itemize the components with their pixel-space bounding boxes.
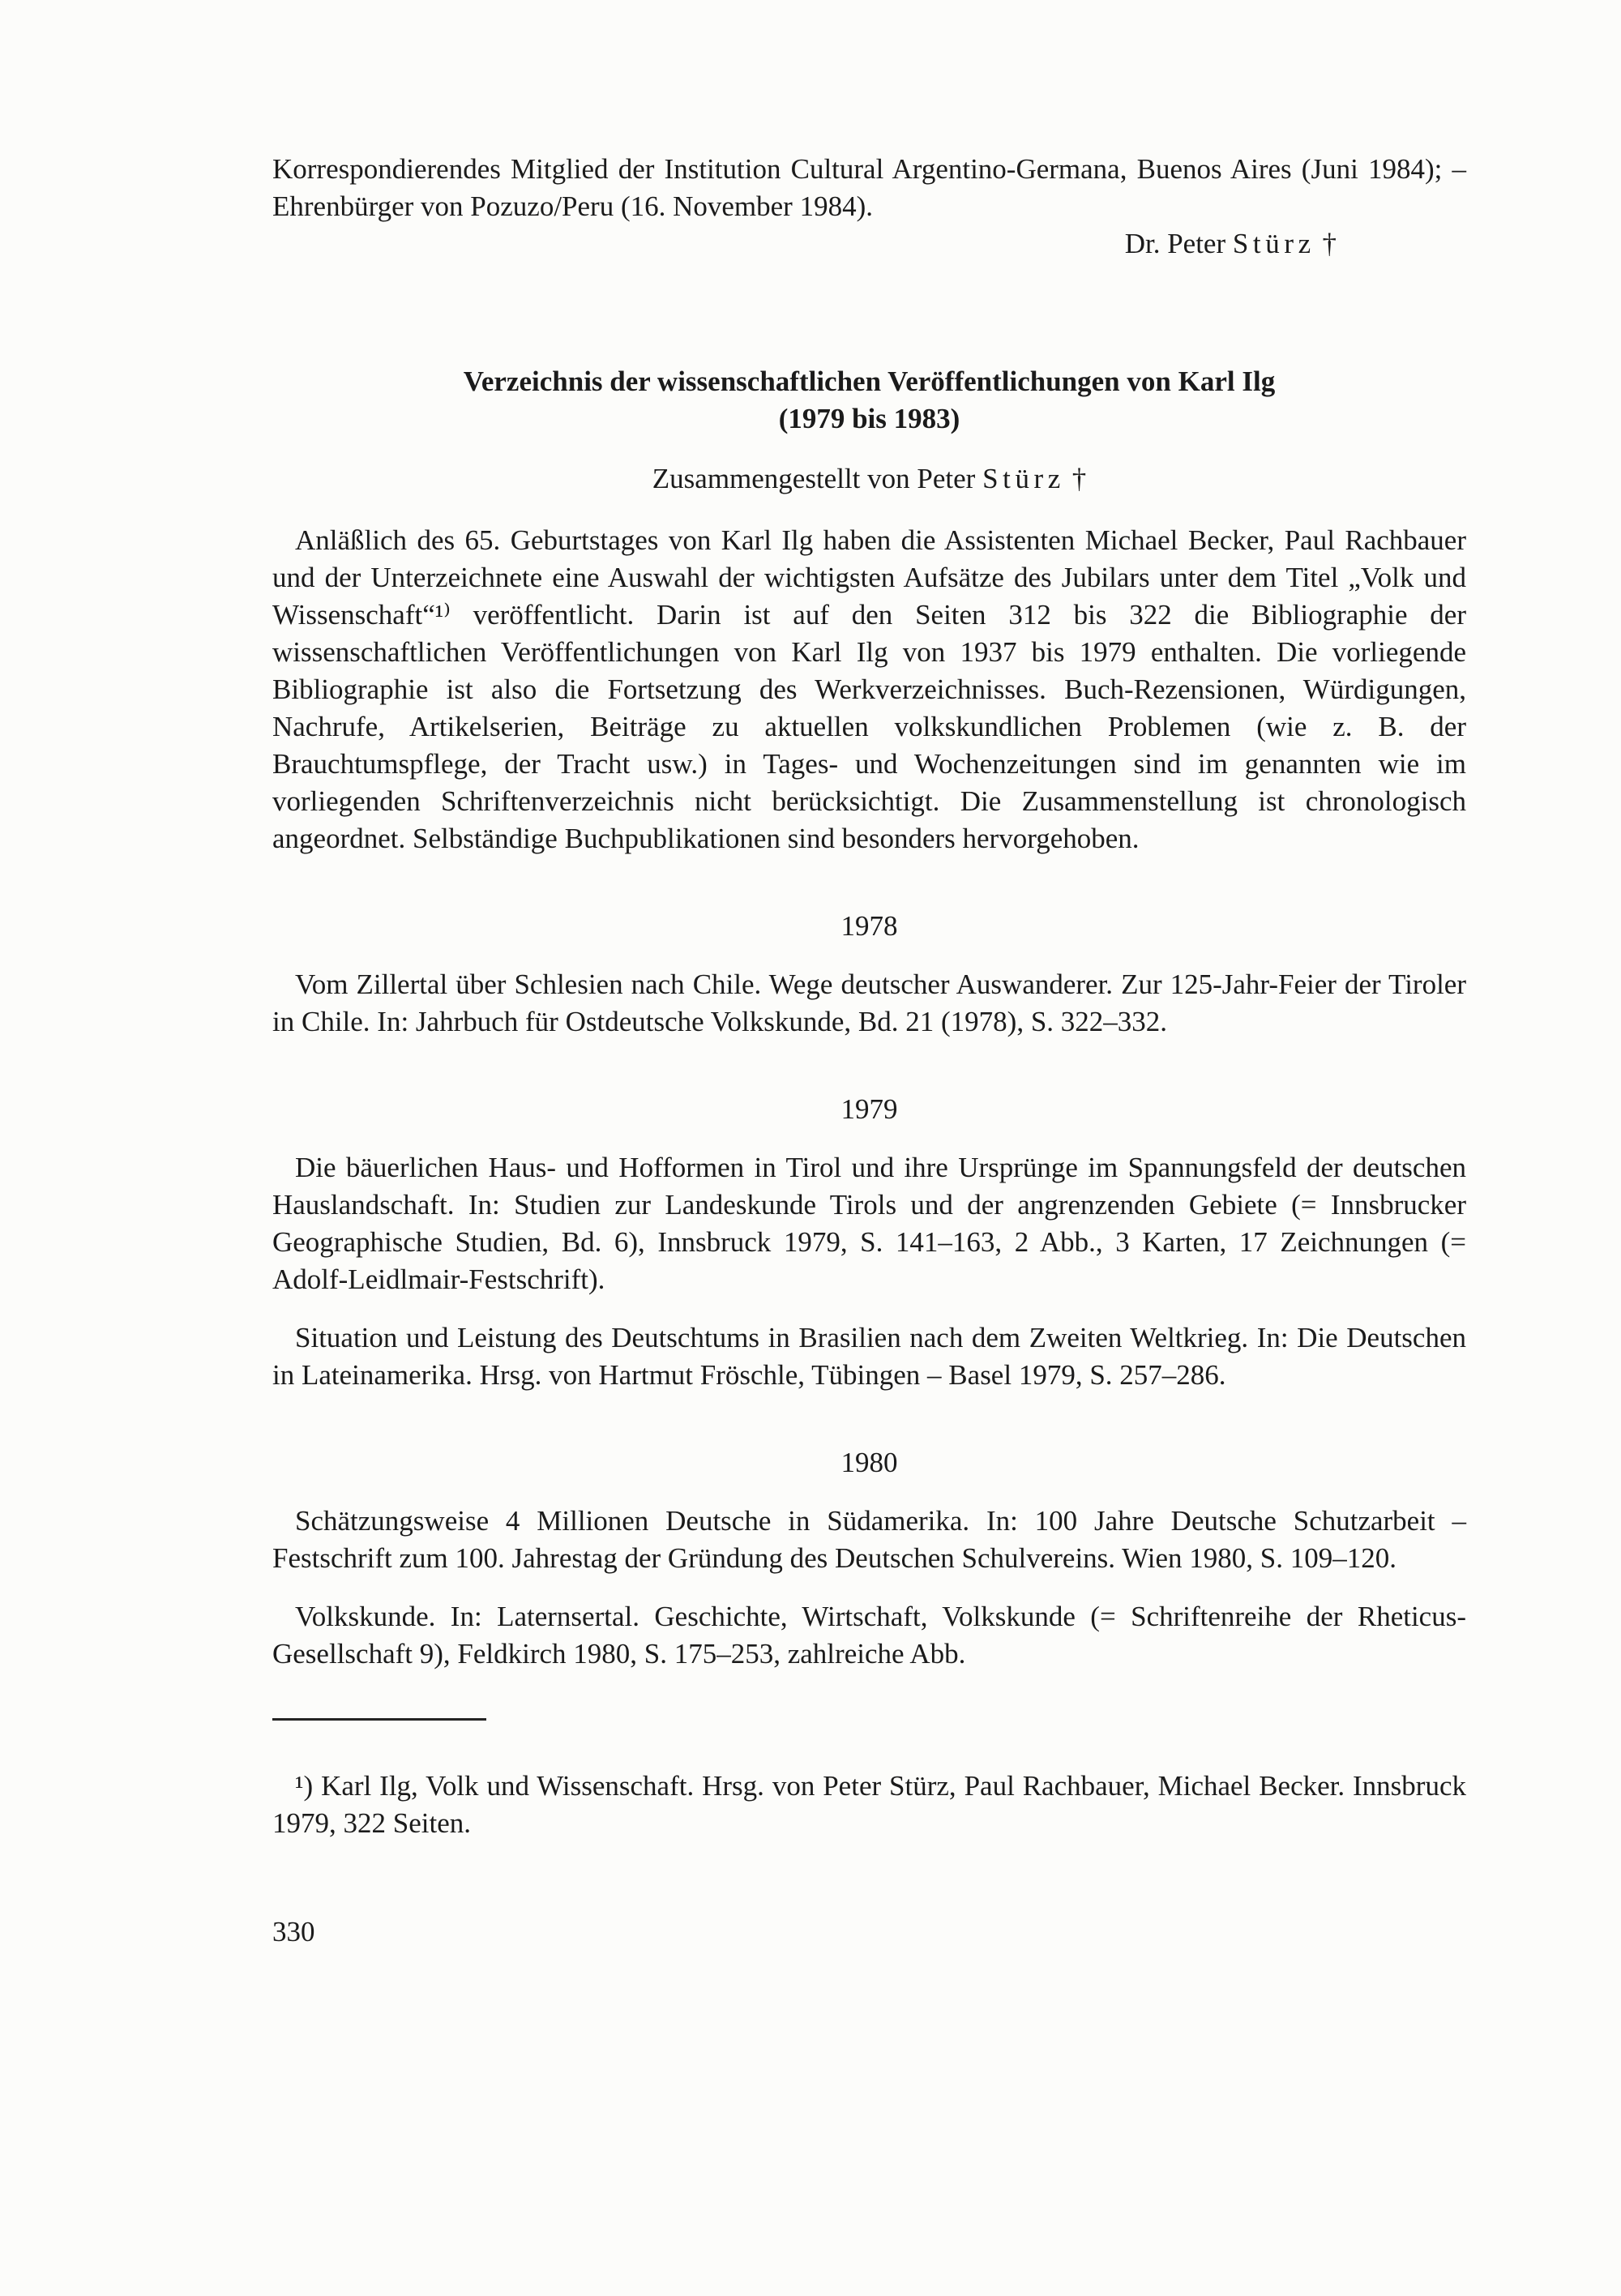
signature-prefix: Dr. Peter: [1124, 228, 1233, 259]
year-heading-1978: 1978: [840, 910, 898, 942]
footnote-marker: ¹): [295, 1770, 314, 1802]
compiled-by-dagger: †: [1064, 463, 1087, 494]
bibliography-entry: Situation und Leistung des Deutschtums in Brasilien nach dem Zweiten Weltkrieg. In: Die Deutschen in Lateinamerika. Hrsg. von Hartmut Fröschle, Tübingen – Basel 1979, S. 257–286.: [272, 1322, 1466, 1391]
footnote-text: Karl Ilg, Volk und Wissenschaft. Hrsg. von Peter Stürz, Paul Rachbauer, Michael Becker. Innsbruck 1979, 322 Seiten.: [272, 1770, 1466, 1839]
bibliography-entry: Schätzungsweise 4 Millionen Deutsche in Südamerika. In: 100 Jahre Deutsche Schutzarbeit – Festschrift zum 100. Jahrestag der Gründung des Deutschen Schulvereins. Wien 1980, S. 109–120.: [272, 1505, 1466, 1574]
text-block: [272, 0, 1466, 1951]
signature-name: Stürz: [1232, 228, 1315, 259]
article-subtitle: (1979 bis 1983): [778, 403, 960, 434]
bibliography-entry: Die bäuerlichen Haus- und Hofformen in Tirol und ihre Ursprünge im Spannungsfeld der deutschen Hauslandschaft. In: Studien zur Landeskunde Tirols und der angrenzenden Gebiete (= Innsbrucker Geographische Studien, Bd. 6), Innsbruck 1979, S. 141–163, 2 Abb., 3 Karten, 17 Zeichnungen (= Adolf-Leidlmair-Festschrift).: [272, 1152, 1466, 1295]
continuation-paragraph: [272, 151, 1466, 225]
compiled-by-name: Stürz: [982, 463, 1065, 494]
year-heading-1979: 1979: [840, 1093, 898, 1125]
signature-dagger: †: [1315, 228, 1337, 259]
bibliography-entry: Volkskunde. In: Laternsertal. Geschichte, Wirtschaft, Volkskunde (= Schriftenreihe der Rheticus-Gesellschaft 9), Feldkirch 1980, S. 175–253, zahlreiche Abb.: [272, 1601, 1466, 1670]
bibliography-entry: Vom Zillertal über Schlesien nach Chile. Wege deutscher Auswanderer. Zur 125-Jahr-Feier der Tiroler in Chile. In: Jahrbuch für Ostdeutsche Volkskunde, Bd. 21 (1978), S. 322–332.: [272, 968, 1466, 1037]
footnote: [272, 1768, 1466, 1842]
compiled-by-line: [272, 460, 1466, 498]
intro-paragraph: Anläßlich des 65. Geburtstages von Karl Ilg haben die Assistenten Michael Becker, Paul Rachbauer und der Unterzeichnete eine Auswahl der wichtigsten Aufsätze des Jubilars unter dem Titel „Volk und Wissenschaft“¹⁾ veröffentlicht. Darin ist auf den Seiten 312 bis 322 die Bibliographie der wissenschaftlichen Veröffentlichungen von Karl Ilg von 1937 bis 1979 enthalten. Die vorliegende Bibliographie ist also die Fortsetzung des Werkverzeichnisses. Buch-Rezensionen, Würdigungen, Nachrufe, Artikelserien, Beiträge zu aktuellen volkskundlichen Problemen (wie z. B. der Brauchtumspflege, der Tracht usw.) in Tages- und Wochenzeitungen sind im genannten wie im vorliegenden Schriftenverzeichnis nicht berücksichtigt. Die Zusammenstellung ist chronologisch angeordnet. Selbständige Buchpublikationen sind besonders hervorgehoben.: [272, 524, 1466, 854]
page-number: 330: [272, 1916, 315, 1948]
continuation-text: Korrespondierendes Mitglied der Institution Cultural Argentino-Germana, Buenos Aires (Juni 1984); – Ehrenbürger von Pozuzo/Peru (16. November 1984).: [272, 153, 1466, 222]
author-signature: [272, 225, 1466, 263]
compiled-by-prefix: Zusammengestellt von Peter: [652, 463, 983, 494]
footnote-separator-rule: [272, 1718, 486, 1721]
article-title: Verzeichnis der wissenschaftlichen Veröffentlichungen von Karl Ilg: [463, 366, 1276, 397]
article-title-block: [272, 363, 1466, 438]
year-heading-1980: 1980: [840, 1447, 898, 1478]
